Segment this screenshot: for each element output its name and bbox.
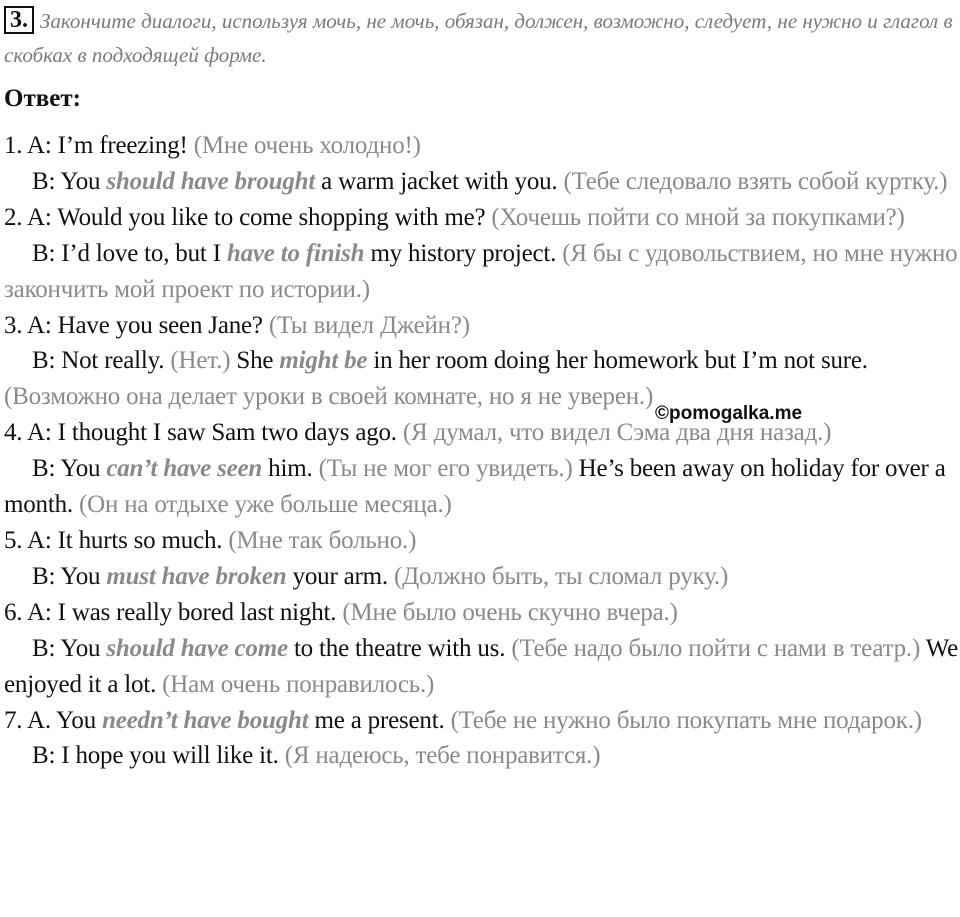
answer-phrase: must have broken [106,562,287,590]
translation: (Ты видел Джейн?) [268,311,470,339]
answer-phrase: should have brought [106,167,316,195]
translation: (Мне так больно.) [228,526,417,554]
translation: (Должно быть, ты сломал руку.) [394,562,729,590]
dialogue-7-line-a: 7. A. You needn’t have bought me a present. (Тебе не нужно было покупать мне подарок.) [4,706,922,734]
translation: (Ты не мог его увидеть.) [318,455,573,483]
task-header [4,4,954,72]
dialogue-4-line-a: 4. A: I thought I saw Sam two days ago. (Я думал, что видел Сэма два дня назад.) [4,419,832,447]
translation: (Я бы с удовольствием, но мне нужно закончить мой проект по истории.) [4,239,958,303]
dialogue-6-line-b: B: You should have come to the theatre with us. (Тебе надо было пойти с нами в театр.) We enjoyed it a lot. (Нам очень понравилось.) [4,634,958,698]
dialogue-6-line-a: 6. A: I was really bored last night. (Мне было очень скучно вчера.) [4,598,678,626]
dialogue-1-line-a: 1. A: I’m freezing! (Мне очень холодно!) [4,132,421,159]
answer-phrase: can’t have seen [106,455,263,483]
dialogue-5-line-b: B: You must have broken your arm. (Должно быть, ты сломал руку.) [32,562,729,590]
translation: (Тебе надо было пойти с нами в театр.) [511,634,921,662]
answer-phrase: needn’t have bought [102,706,309,734]
answer-phrase: have to finish [226,239,365,267]
dialogue-7-line-b: B: I hope you will like it. (Я надеюсь, тебе понравится.) [32,742,601,770]
translation: (Он на отдыхе уже больше месяца.) [79,491,452,519]
dialogue-2-line-a: 2. A: Would you like to come shopping with me? (Хочешь пойти со мной за покупками?) [4,203,905,231]
watermark: ©pomogalka.me [655,403,803,424]
translation: (Тебе не нужно было покупать мне подарок.) [450,706,922,734]
task-instruction: Закончите диалоги, используя мочь, не мочь, обязан, должен, возможно, следует, не нужно и глагол в скобках в подходящей форме. [4,9,953,67]
dialogue-4-line-b: B: You can’t have seen him. (Ты не мог его увидеть.) He’s been away on holiday for over a month. (Он на отдыхе уже больше месяца.) [4,455,946,519]
answer-label: Ответ: [4,85,81,112]
translation: (Нам очень понравилось.) [162,670,435,698]
translation: (Я думал, что видел Сэма два дня назад.) [402,419,832,447]
translation: (Возможно она делает уроки в своей комнате, но я не уверен.) [4,383,654,411]
translation: (Хочешь пойти со мной за покупками?) [491,203,905,231]
answer-body [4,128,958,774]
answer-phrase: should have come [106,634,288,662]
dialogue-1-line-b: B: You should have brought a warm jacket with you. (Тебе следовало взять собой куртку.) [32,167,948,195]
dialogue-3-line-b: B: Not really. (Нет.) She might be in her room doing her homework but I’m not sure. (Возможно она делает уроки в своей комнате, но я не уверен.) [4,347,868,411]
dialogue-3-line-a: 3. A: Have you seen Jane? (Ты видел Джейн?) [4,311,470,339]
translation: (Мне было очень скучно вчера.) [342,598,678,626]
translation: (Нет.) [170,347,231,375]
answer-phrase: might be [279,347,368,375]
dialogue-5-line-a: 5. A: It hurts so much. (Мне так больно.) [4,526,417,554]
translation: (Тебе следовало взять собой куртку.) [563,167,948,195]
translation: (Я надеюсь, тебе понравится.) [284,742,601,770]
task-number: 3. [4,6,34,34]
dialogue-2-line-b: B: I’d love to, but I have to finish my history project. (Я бы с удовольствием, но мне нужно закончить мой проект по истории.) [4,239,958,303]
translation: (Мне очень холодно!) [193,132,421,159]
